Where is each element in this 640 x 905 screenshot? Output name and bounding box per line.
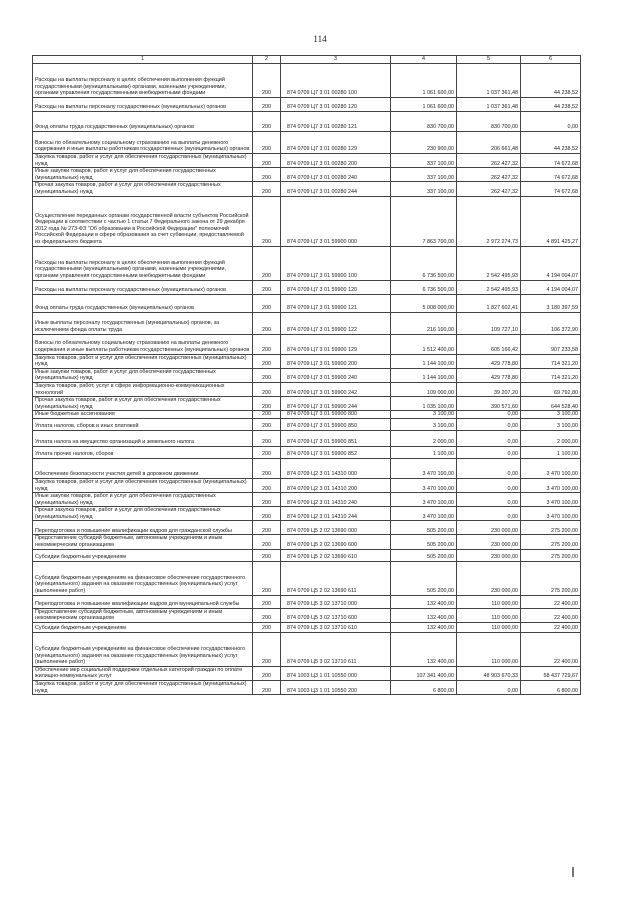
budget-classification-code: 874 0709 Ц2 3 01 14310 244 bbox=[281, 507, 391, 521]
executed-amount: 110 000,00 bbox=[457, 632, 521, 666]
table-row bbox=[33, 132, 581, 154]
column-header: 4 bbox=[391, 56, 457, 64]
approved-amount: 230 900,00 bbox=[391, 132, 457, 154]
executed-amount: 0,00 bbox=[457, 418, 521, 430]
approved-amount: 132 400,00 bbox=[391, 595, 457, 608]
approved-amount: 6 736 500,00 bbox=[391, 280, 457, 294]
approved-amount: 1 144 100,00 bbox=[391, 354, 457, 368]
budget-classification-code: 874 0709 Ц5 2 02 13690 600 bbox=[281, 535, 391, 549]
executed-amount: 0,00 bbox=[457, 430, 521, 446]
item-name: Иные закупки товаров, работ и услуг для обеспечения государственных (муниципальных) нужд bbox=[33, 493, 253, 507]
budget-classification-code: 874 0709 Ц2 3 01 14310 240 bbox=[281, 493, 391, 507]
line-code: 200 bbox=[253, 561, 281, 595]
budget-classification-code: 874 0709 Ц7 3 01 59900 121 bbox=[281, 294, 391, 312]
item-name: Субсидии бюджетным учреждениям на финансовое обеспечение государственного (муниципального) задания на оказание государственных (муниципальных) услуг (выполнение работ) bbox=[33, 632, 253, 666]
table-row bbox=[33, 478, 581, 492]
item-name: Уплата налогов, сборов и иных платежей bbox=[33, 418, 253, 430]
unexecuted-amount: 3 470 100,00 bbox=[521, 493, 581, 507]
table-row bbox=[33, 632, 581, 666]
executed-amount: 1 037 361,48 bbox=[457, 64, 521, 98]
executed-amount: 109 727,10 bbox=[457, 312, 521, 334]
unexecuted-amount: 2 000,00 bbox=[521, 430, 581, 446]
table-row bbox=[33, 182, 581, 196]
budget-classification-code: 874 0709 Ц7 3 01 59900 242 bbox=[281, 382, 391, 396]
approved-amount: 505 200,00 bbox=[391, 535, 457, 549]
unexecuted-amount: 22 400,00 bbox=[521, 608, 581, 622]
budget-classification-code: 874 0709 Ц7 3 01 59900 100 bbox=[281, 246, 391, 280]
unexecuted-amount: 6 800,00 bbox=[521, 681, 581, 695]
unexecuted-amount: 907 233,58 bbox=[521, 334, 581, 354]
budget-classification-code: 874 0709 Ц7 3 01 00280 100 bbox=[281, 64, 391, 98]
unexecuted-amount: 644 528,40 bbox=[521, 397, 581, 411]
unexecuted-amount: 44 238,52 bbox=[521, 132, 581, 154]
executed-amount: 0,00 bbox=[457, 493, 521, 507]
line-code: 200 bbox=[253, 132, 281, 154]
table-row bbox=[33, 64, 581, 98]
unexecuted-amount: 4 194 004,07 bbox=[521, 280, 581, 294]
budget-classification-code: 874 0709 Ц7 3 01 59900 800 bbox=[281, 411, 391, 419]
line-code: 200 bbox=[253, 154, 281, 168]
item-name: Иные бюджетные ассигнования bbox=[33, 411, 253, 419]
line-code: 200 bbox=[253, 493, 281, 507]
line-code: 200 bbox=[253, 354, 281, 368]
budget-classification-code: 874 0709 Ц5 2 02 13690 611 bbox=[281, 561, 391, 595]
table-row bbox=[33, 535, 581, 549]
executed-amount: 48 903 670,33 bbox=[457, 666, 521, 680]
approved-amount: 3 470 100,00 bbox=[391, 507, 457, 521]
budget-classification-code: 874 0709 Ц7 3 01 59900 240 bbox=[281, 368, 391, 382]
line-code: 200 bbox=[253, 312, 281, 334]
executed-amount: 230 000,00 bbox=[457, 535, 521, 549]
budget-classification-code: 874 0709 Ц5 3 02 13710 610 bbox=[281, 622, 391, 632]
approved-amount: 6 800,00 bbox=[391, 681, 457, 695]
executed-amount: 0,00 bbox=[457, 446, 521, 458]
executed-amount: 110 000,00 bbox=[457, 595, 521, 608]
item-name: Прочая закупка товаров, работ и услуг для обеспечения государственных (муниципальных) нужд bbox=[33, 507, 253, 521]
unexecuted-amount: 74 672,68 bbox=[521, 182, 581, 196]
executed-amount: 39 207,20 bbox=[457, 382, 521, 396]
line-code: 200 bbox=[253, 334, 281, 354]
executed-amount: 390 571,60 bbox=[457, 397, 521, 411]
table-row bbox=[33, 312, 581, 334]
line-code: 200 bbox=[253, 446, 281, 458]
unexecuted-amount: 275 200,00 bbox=[521, 549, 581, 561]
column-header: 6 bbox=[521, 56, 581, 64]
item-name: Иные выплаты персоналу государственных (муниципальных) органов, за исключением фонда оплаты труда bbox=[33, 312, 253, 334]
table-row bbox=[33, 622, 581, 632]
line-code: 200 bbox=[253, 549, 281, 561]
budget-classification-code: 874 0709 Ц7 3 01 00280 200 bbox=[281, 154, 391, 168]
executed-amount: 110 000,00 bbox=[457, 608, 521, 622]
executed-amount: 2 542 495,93 bbox=[457, 246, 521, 280]
unexecuted-amount: 3 470 100,00 bbox=[521, 458, 581, 478]
line-code: 200 bbox=[253, 182, 281, 196]
table-row bbox=[33, 595, 581, 608]
budget-classification-code: 874 0709 Ц5 3 02 13710 600 bbox=[281, 608, 391, 622]
executed-amount: 429 778,80 bbox=[457, 354, 521, 368]
executed-amount: 0,00 bbox=[457, 681, 521, 695]
line-code: 200 bbox=[253, 397, 281, 411]
item-name: Прочая закупка товаров, работ и услуг для обеспечения государственных (муниципальных) нужд bbox=[33, 397, 253, 411]
approved-amount: 1 144 100,00 bbox=[391, 368, 457, 382]
line-code: 200 bbox=[253, 632, 281, 666]
column-header: 2 bbox=[253, 56, 281, 64]
line-code: 200 bbox=[253, 622, 281, 632]
unexecuted-amount: 44 238,52 bbox=[521, 64, 581, 98]
executed-amount: 262 427,32 bbox=[457, 168, 521, 182]
item-name: Предоставление субсидий бюджетным, автономным учреждениям и иным некоммерческим организациям bbox=[33, 535, 253, 549]
item-name: Закупка товаров, работ, услуг в сфере информационно-коммуникационных технологий bbox=[33, 382, 253, 396]
item-name: Закупка товаров, работ и услуг для обеспечения государственных (муниципальных) нужд bbox=[33, 478, 253, 492]
executed-amount: 262 427,32 bbox=[457, 154, 521, 168]
column-header: 1 bbox=[33, 56, 253, 64]
table-row bbox=[33, 368, 581, 382]
table-row bbox=[33, 666, 581, 680]
item-name: Закупка товаров, работ и услуг для обеспечения государственных (муниципальных) нужд bbox=[33, 154, 253, 168]
executed-amount: 0,00 bbox=[457, 411, 521, 419]
table-row bbox=[33, 294, 581, 312]
line-code: 200 bbox=[253, 368, 281, 382]
budget-classification-code: 874 0709 Ц7 3 01 00280 240 bbox=[281, 168, 391, 182]
item-name: Расходы на выплаты персоналу государственных (муниципальных) органов bbox=[33, 98, 253, 112]
unexecuted-amount: 58 437 729,67 bbox=[521, 666, 581, 680]
unexecuted-amount: 74 672,68 bbox=[521, 154, 581, 168]
line-code: 200 bbox=[253, 595, 281, 608]
item-name: Фонд оплаты труда государственных (муниципальных) органов bbox=[33, 294, 253, 312]
executed-amount: 0,00 bbox=[457, 507, 521, 521]
table-row bbox=[33, 549, 581, 561]
approved-amount: 505 200,00 bbox=[391, 549, 457, 561]
unexecuted-amount: 275 200,00 bbox=[521, 521, 581, 535]
table-row bbox=[33, 521, 581, 535]
item-name: Расходы на выплаты персоналу в целях обеспечения выполнения функций государственными (муниципальными) органами, казенными учреждениями, органами управления государственными внебюджетными фондами bbox=[33, 64, 253, 98]
approved-amount: 2 000,00 bbox=[391, 430, 457, 446]
line-code: 200 bbox=[253, 681, 281, 695]
budget-classification-code: 874 0709 Ц7 3 01 00280 121 bbox=[281, 112, 391, 132]
item-name: Субсидии бюджетным учреждениям на финансовое обеспечение государственного (муниципального) задания на оказание государственных (муниципальных) услуг (выполнение работ) bbox=[33, 561, 253, 595]
unexecuted-amount: 3 470 100,00 bbox=[521, 478, 581, 492]
item-name: Осуществление переданных органам государственной власти субъектов Российской Федерации в соответствии с частью 1 статьи 7 Федерального закона от 29 декабря 2012 года № 273-ФЗ "Об образовании в Российской Федерации" полномочий Российской Федерации в сфере образования за счет субвенции, предоставляемой из федерального бюджета bbox=[33, 196, 253, 246]
executed-amount: 605 166,42 bbox=[457, 334, 521, 354]
unexecuted-amount: 0,00 bbox=[521, 112, 581, 132]
item-name: Предоставление субсидий бюджетным, автономным учреждениям и иным некоммерческим организациям bbox=[33, 608, 253, 622]
unexecuted-amount: 3 470 100,00 bbox=[521, 507, 581, 521]
executed-amount: 1 827 602,41 bbox=[457, 294, 521, 312]
table-row bbox=[33, 98, 581, 112]
item-name: Переподготовка и повышение квалификации кадров для муниципальной службы bbox=[33, 595, 253, 608]
line-code: 200 bbox=[253, 478, 281, 492]
line-code: 200 bbox=[253, 246, 281, 280]
unexecuted-amount: 3 100,00 bbox=[521, 411, 581, 419]
line-code: 200 bbox=[253, 535, 281, 549]
executed-amount: 230 000,00 bbox=[457, 549, 521, 561]
budget-classification-code: 874 0709 Ц7 3 01 59900 851 bbox=[281, 430, 391, 446]
budget-classification-code: 874 0709 Ц7 3 01 59900 852 bbox=[281, 446, 391, 458]
unexecuted-amount: 714 321,20 bbox=[521, 354, 581, 368]
approved-amount: 3 470 100,00 bbox=[391, 458, 457, 478]
line-code: 200 bbox=[253, 196, 281, 246]
item-name: Фонд оплаты труда государственных (муниципальных) органов bbox=[33, 112, 253, 132]
unexecuted-amount: 106 372,90 bbox=[521, 312, 581, 334]
approved-amount: 132 400,00 bbox=[391, 608, 457, 622]
table-row bbox=[33, 446, 581, 458]
item-name: Иные закупки товаров, работ и услуг для обеспечения государственных (муниципальных) нужд bbox=[33, 368, 253, 382]
item-name: Прочая закупка товаров, работ и услуг для обеспечения государственных (муниципальных) нужд bbox=[33, 182, 253, 196]
unexecuted-amount: 714 321,20 bbox=[521, 368, 581, 382]
item-name: Субсидии бюджетным учреждениям bbox=[33, 549, 253, 561]
unexecuted-amount: 44 238,52 bbox=[521, 98, 581, 112]
item-name: Уплата налога на имущество организаций и земельного налога bbox=[33, 430, 253, 446]
table-row bbox=[33, 354, 581, 368]
item-name: Расходы на выплаты персоналу государственных (муниципальных) органов bbox=[33, 280, 253, 294]
approved-amount: 830 700,00 bbox=[391, 112, 457, 132]
approved-amount: 216 100,00 bbox=[391, 312, 457, 334]
page-number: 114 bbox=[313, 34, 327, 44]
unexecuted-amount: 4 194 004,07 bbox=[521, 246, 581, 280]
unexecuted-amount: 22 400,00 bbox=[521, 595, 581, 608]
unexecuted-amount: 22 400,00 bbox=[521, 632, 581, 666]
executed-amount: 429 778,80 bbox=[457, 368, 521, 382]
approved-amount: 5 008 000,00 bbox=[391, 294, 457, 312]
line-code: 200 bbox=[253, 112, 281, 132]
executed-amount: 206 661,48 bbox=[457, 132, 521, 154]
approved-amount: 132 400,00 bbox=[391, 632, 457, 666]
budget-classification-code: 874 0709 Ц5 2 02 13690 000 bbox=[281, 521, 391, 535]
unexecuted-amount: 4 891 425,27 bbox=[521, 196, 581, 246]
budget-classification-code: 874 0709 Ц7 3 01 59900 850 bbox=[281, 418, 391, 430]
item-name: Субсидии бюджетным учреждениям bbox=[33, 622, 253, 632]
item-name: Переподготовка и повышение квалификации кадров для гражданской службы bbox=[33, 521, 253, 535]
unexecuted-amount: 3 180 397,59 bbox=[521, 294, 581, 312]
item-name: Обеспечение мер социальной поддержки отдельных категорий граждан по оплате жилищно-коммунальных услуг bbox=[33, 666, 253, 680]
approved-amount: 337 100,00 bbox=[391, 154, 457, 168]
line-code: 200 bbox=[253, 430, 281, 446]
line-code: 200 bbox=[253, 418, 281, 430]
unexecuted-amount: 275 200,00 bbox=[521, 561, 581, 595]
unexecuted-amount: 22 400,00 bbox=[521, 622, 581, 632]
table-row bbox=[33, 246, 581, 280]
table-row bbox=[33, 507, 581, 521]
budget-classification-code: 874 0709 Ц7 3 01 59900 129 bbox=[281, 334, 391, 354]
column-header: 3 bbox=[281, 56, 391, 64]
budget-classification-code: 874 0709 Ц7 3 01 59900 122 bbox=[281, 312, 391, 334]
table-row bbox=[33, 168, 581, 182]
line-code: 200 bbox=[253, 64, 281, 98]
approved-amount: 7 863 700,00 bbox=[391, 196, 457, 246]
budget-classification-code: 874 0709 Ц7 3 01 59900 120 bbox=[281, 280, 391, 294]
table-row bbox=[33, 154, 581, 168]
scan-edge-mark bbox=[572, 867, 574, 877]
item-name: Расходы на выплаты персоналу в целях обеспечения выполнения функций государственными (муниципальными) органами, казенными учреждениями, органами управления государственными внебюджетными фондами bbox=[33, 246, 253, 280]
line-code: 200 bbox=[253, 294, 281, 312]
approved-amount: 3 470 100,00 bbox=[391, 478, 457, 492]
line-code: 200 bbox=[253, 382, 281, 396]
table-header-row bbox=[33, 56, 581, 64]
unexecuted-amount: 3 100,00 bbox=[521, 418, 581, 430]
budget-classification-code: 874 0709 Ц7 3 01 00280 129 bbox=[281, 132, 391, 154]
item-name: Взносы по обязательному социальному страхованию на выплаты денежного содержания и иные выплаты работникам государственных (муниципальных) органов bbox=[33, 334, 253, 354]
budget-classification-code: 874 0709 Ц2 3 01 14310 200 bbox=[281, 478, 391, 492]
approved-amount: 109 000,00 bbox=[391, 382, 457, 396]
budget-classification-code: 874 0709 Ц5 3 02 13710 611 bbox=[281, 632, 391, 666]
table-row bbox=[33, 418, 581, 430]
executed-amount: 1 037 361,48 bbox=[457, 98, 521, 112]
unexecuted-amount: 69 792,80 bbox=[521, 382, 581, 396]
executed-amount: 2 972 274,73 bbox=[457, 196, 521, 246]
item-name: Уплата прочих налогов, сборов bbox=[33, 446, 253, 458]
unexecuted-amount: 275 200,00 bbox=[521, 535, 581, 549]
executed-amount: 262 427,32 bbox=[457, 182, 521, 196]
executed-amount: 230 000,00 bbox=[457, 521, 521, 535]
executed-amount: 2 542 495,93 bbox=[457, 280, 521, 294]
approved-amount: 1 512 400,00 bbox=[391, 334, 457, 354]
budget-classification-code: 874 0709 Ц7 3 01 00280 244 bbox=[281, 182, 391, 196]
unexecuted-amount: 1 100,00 bbox=[521, 446, 581, 458]
executed-amount: 0,00 bbox=[457, 458, 521, 478]
line-code: 200 bbox=[253, 608, 281, 622]
budget-classification-code: 874 0709 Ц7 3 01 59900 200 bbox=[281, 354, 391, 368]
line-code: 200 bbox=[253, 98, 281, 112]
executed-amount: 0,00 bbox=[457, 478, 521, 492]
approved-amount: 1 061 600,00 bbox=[391, 98, 457, 112]
table-row bbox=[33, 458, 581, 478]
approved-amount: 3 470 100,00 bbox=[391, 493, 457, 507]
table-row bbox=[33, 411, 581, 419]
table-row bbox=[33, 561, 581, 595]
approved-amount: 6 736 500,00 bbox=[391, 246, 457, 280]
table-row bbox=[33, 493, 581, 507]
budget-classification-code: 874 0709 Ц7 3 01 59900 244 bbox=[281, 397, 391, 411]
approved-amount: 505 200,00 bbox=[391, 521, 457, 535]
approved-amount: 1 061 600,00 bbox=[391, 64, 457, 98]
budget-classification-code: 874 0709 Ц5 2 02 13690 610 bbox=[281, 549, 391, 561]
approved-amount: 132 400,00 bbox=[391, 622, 457, 632]
table-row bbox=[33, 397, 581, 411]
table-row bbox=[33, 196, 581, 246]
item-name: Закупка товаров, работ и услуг для обеспечения государственных (муниципальных) нужд bbox=[33, 681, 253, 695]
approved-amount: 3 100,00 bbox=[391, 411, 457, 419]
table-row bbox=[33, 681, 581, 695]
unexecuted-amount: 74 672,68 bbox=[521, 168, 581, 182]
budget-classification-code: 874 0709 Ц2 3 01 14310 000 bbox=[281, 458, 391, 478]
line-code: 200 bbox=[253, 168, 281, 182]
table-row bbox=[33, 608, 581, 622]
line-code: 200 bbox=[253, 521, 281, 535]
item-name: Обеспечение безопасности участия детей в дорожном движении bbox=[33, 458, 253, 478]
table-row bbox=[33, 112, 581, 132]
line-code: 200 bbox=[253, 507, 281, 521]
line-code: 200 bbox=[253, 280, 281, 294]
budget-classification-code: 874 0709 Ц7 3 01 00280 120 bbox=[281, 98, 391, 112]
line-code: 200 bbox=[253, 458, 281, 478]
line-code: 200 bbox=[253, 411, 281, 419]
approved-amount: 337 100,00 bbox=[391, 168, 457, 182]
budget-classification-code: 874 0709 Ц7 3 01 59900 000 bbox=[281, 196, 391, 246]
budget-classification-code: 874 1003 Ц3 1 01 10550 000 bbox=[281, 666, 391, 680]
executed-amount: 230 000,00 bbox=[457, 561, 521, 595]
approved-amount: 505 200,00 bbox=[391, 561, 457, 595]
column-header: 5 bbox=[457, 56, 521, 64]
budget-classification-code: 874 1003 Ц3 1 01 10550 200 bbox=[281, 681, 391, 695]
executed-amount: 110 000,00 bbox=[457, 622, 521, 632]
item-name: Закупка товаров, работ и услуг для обеспечения государственных (муниципальных) нужд bbox=[33, 354, 253, 368]
table-row bbox=[33, 382, 581, 396]
executed-amount: 830 700,00 bbox=[457, 112, 521, 132]
budget-execution-table bbox=[32, 55, 581, 695]
approved-amount: 337 100,00 bbox=[391, 182, 457, 196]
approved-amount: 1 100,00 bbox=[391, 446, 457, 458]
item-name: Иные закупки товаров, работ и услуг для обеспечения государственных (муниципальных) нужд bbox=[33, 168, 253, 182]
line-code: 200 bbox=[253, 666, 281, 680]
item-name: Взносы по обязательному социальному страхованию на выплаты денежного содержания и иные выплаты работникам государственных (муниципальных) органов bbox=[33, 132, 253, 154]
approved-amount: 1 035 100,00 bbox=[391, 397, 457, 411]
approved-amount: 107 341 400,00 bbox=[391, 666, 457, 680]
budget-classification-code: 874 0709 Ц5 3 02 13710 000 bbox=[281, 595, 391, 608]
table-row bbox=[33, 334, 581, 354]
approved-amount: 3 100,00 bbox=[391, 418, 457, 430]
table-row bbox=[33, 280, 581, 294]
table-row bbox=[33, 430, 581, 446]
